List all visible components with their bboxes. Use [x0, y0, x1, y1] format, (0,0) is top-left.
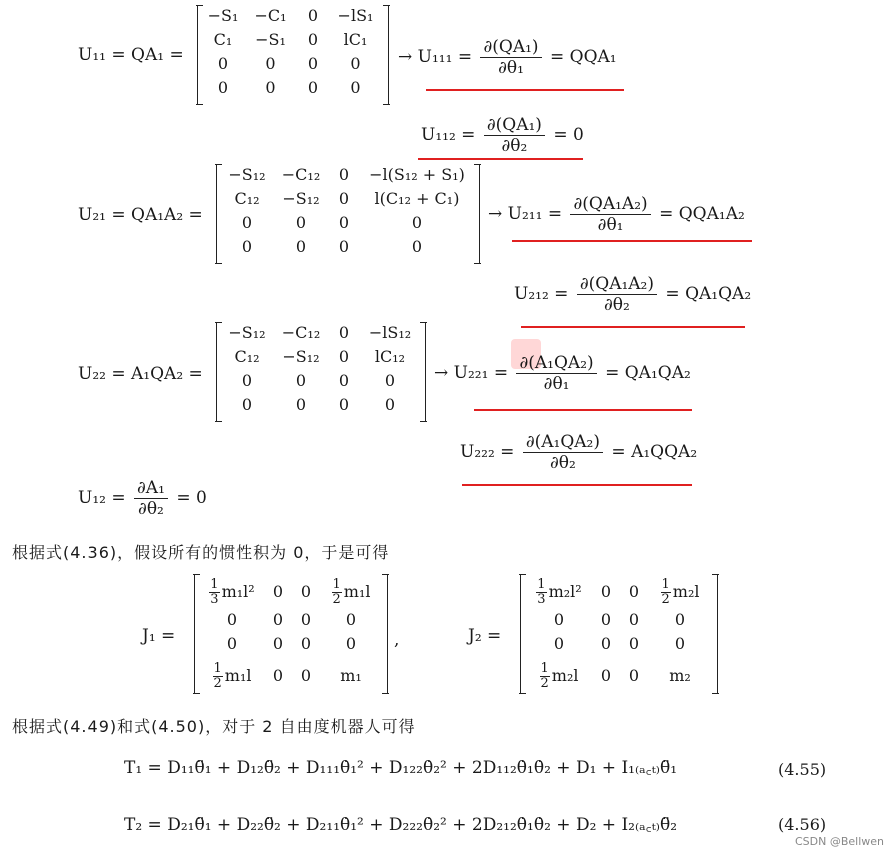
t2-equation-number: (4.56): [778, 815, 827, 834]
t2-equation: T₂ = D₂₁θ̈₁ + D₂₂θ̈₂ + D₂₁₁θ̇₁² + D₂₂₂θ̇₂² + 2D₂₁₂θ̇₁θ̇₂ + D₂ + I₂₍ₐ꜀ₜ₎θ̈₂: [124, 815, 678, 835]
u211-derivative: → U₂₁₁ = $\frac{\text{∂(QA₁A₂)}}{\text{∂θ₁}}$ = QQA₁A₂: [488, 194, 745, 235]
u11-matrix-cells: −S₁ −C₁ 0 −lS₁ C₁ −S₁ 0 lC₁ 0 0 0 0 0 0 0 0: [207, 6, 374, 97]
u111-underline: [426, 89, 624, 91]
j1-comma: ,: [394, 630, 400, 650]
u12-equation: U₁₂ = $\frac{\text{∂A₁}}{\text{∂θ₂}}$ = 0: [78, 478, 207, 519]
u11-lhs: U₁₁ = QA₁ =: [78, 45, 184, 65]
u212-derivative: U₂₁₂ = $\frac{\text{∂(QA₁A₂)}}{\text{∂θ₂}}$ = QA₁QA₂: [514, 274, 752, 315]
paragraph-inertia: 根据式(4.36)，假设所有的惯性积为 0，于是可得: [12, 543, 390, 562]
u21-matrix-cells: −S₁₂ −C₁₂ 0 −l(S₁₂ + S₁) C₁₂ −S₁₂ 0 l(C₁₂ + C₁) 0 0 0 0 0 0 0 0: [228, 165, 465, 256]
j2-lhs: J₂ =: [468, 626, 502, 646]
j1-matrix-cells: $\frac{1}{3}$ m₁l² 0 0 $\frac{1}{2}$ m₁l 0 0 0 0 0 0 0 0 $\frac{1}{2}$ m₁l 0 0 m₁: [210, 576, 371, 691]
u112-derivative: U₁₁₂ = $\frac{\text{∂(QA₁)}}{\text{∂θ₂}}$ = 0: [421, 115, 584, 156]
u112-underline: [418, 158, 583, 160]
u212-underline: [521, 326, 745, 328]
u21-lhs: U₂₁ = QA₁A₂ =: [78, 205, 203, 225]
u111-derivative: → U₁₁₁ = $\frac{\text{∂(QA₁)}}{\text{∂θ₁}}$ = QQA₁: [398, 37, 617, 78]
t1-equation: T₁ = D₁₁θ̈₁ + D₁₂θ̈₂ + D₁₁₁θ̇₁² + D₁₂₂θ̇₂² + 2D₁₁₂θ̇₁θ̇₂ + D₁ + I₁₍ₐ꜀ₜ₎θ̈₁: [124, 758, 678, 778]
u22-lhs: U₂₂ = A₁QA₂ =: [78, 364, 203, 384]
u222-derivative: U₂₂₂ = $\frac{\text{∂(A₁QA₂)}}{\text{∂θ₂}}$ = A₁QQA₂: [460, 432, 698, 473]
t1-equation-number: (4.55): [778, 760, 827, 779]
u211-underline: [512, 240, 752, 242]
u221-underline: [474, 409, 692, 411]
u221-derivative: → U₂₂₁ = $\frac{\text{∂(A₁QA₂)}}{\text{∂θ₁}}$ = QA₁QA₂: [434, 353, 691, 394]
j2-matrix-cells: $\frac{1}{3}$ m₂l² 0 0 $\frac{1}{2}$ m₂l 0 0 0 0 0 0 0 0 $\frac{1}{2}$ m₂l 0 0 m₂: [537, 576, 700, 691]
paragraph-2dof: 根据式(4.49)和式(4.50)，对于 2 自由度机器人可得: [12, 717, 416, 736]
j1-lhs: J₁ =: [142, 626, 176, 646]
watermark: CSDN @Bellwen: [794, 835, 884, 848]
u22-matrix-cells: −S₁₂ −C₁₂ 0 −lS₁₂ C₁₂ −S₁₂ 0 lC₁₂ 0 0 0 0 0 0 0 0: [228, 323, 412, 414]
u222-underline: [462, 484, 692, 486]
